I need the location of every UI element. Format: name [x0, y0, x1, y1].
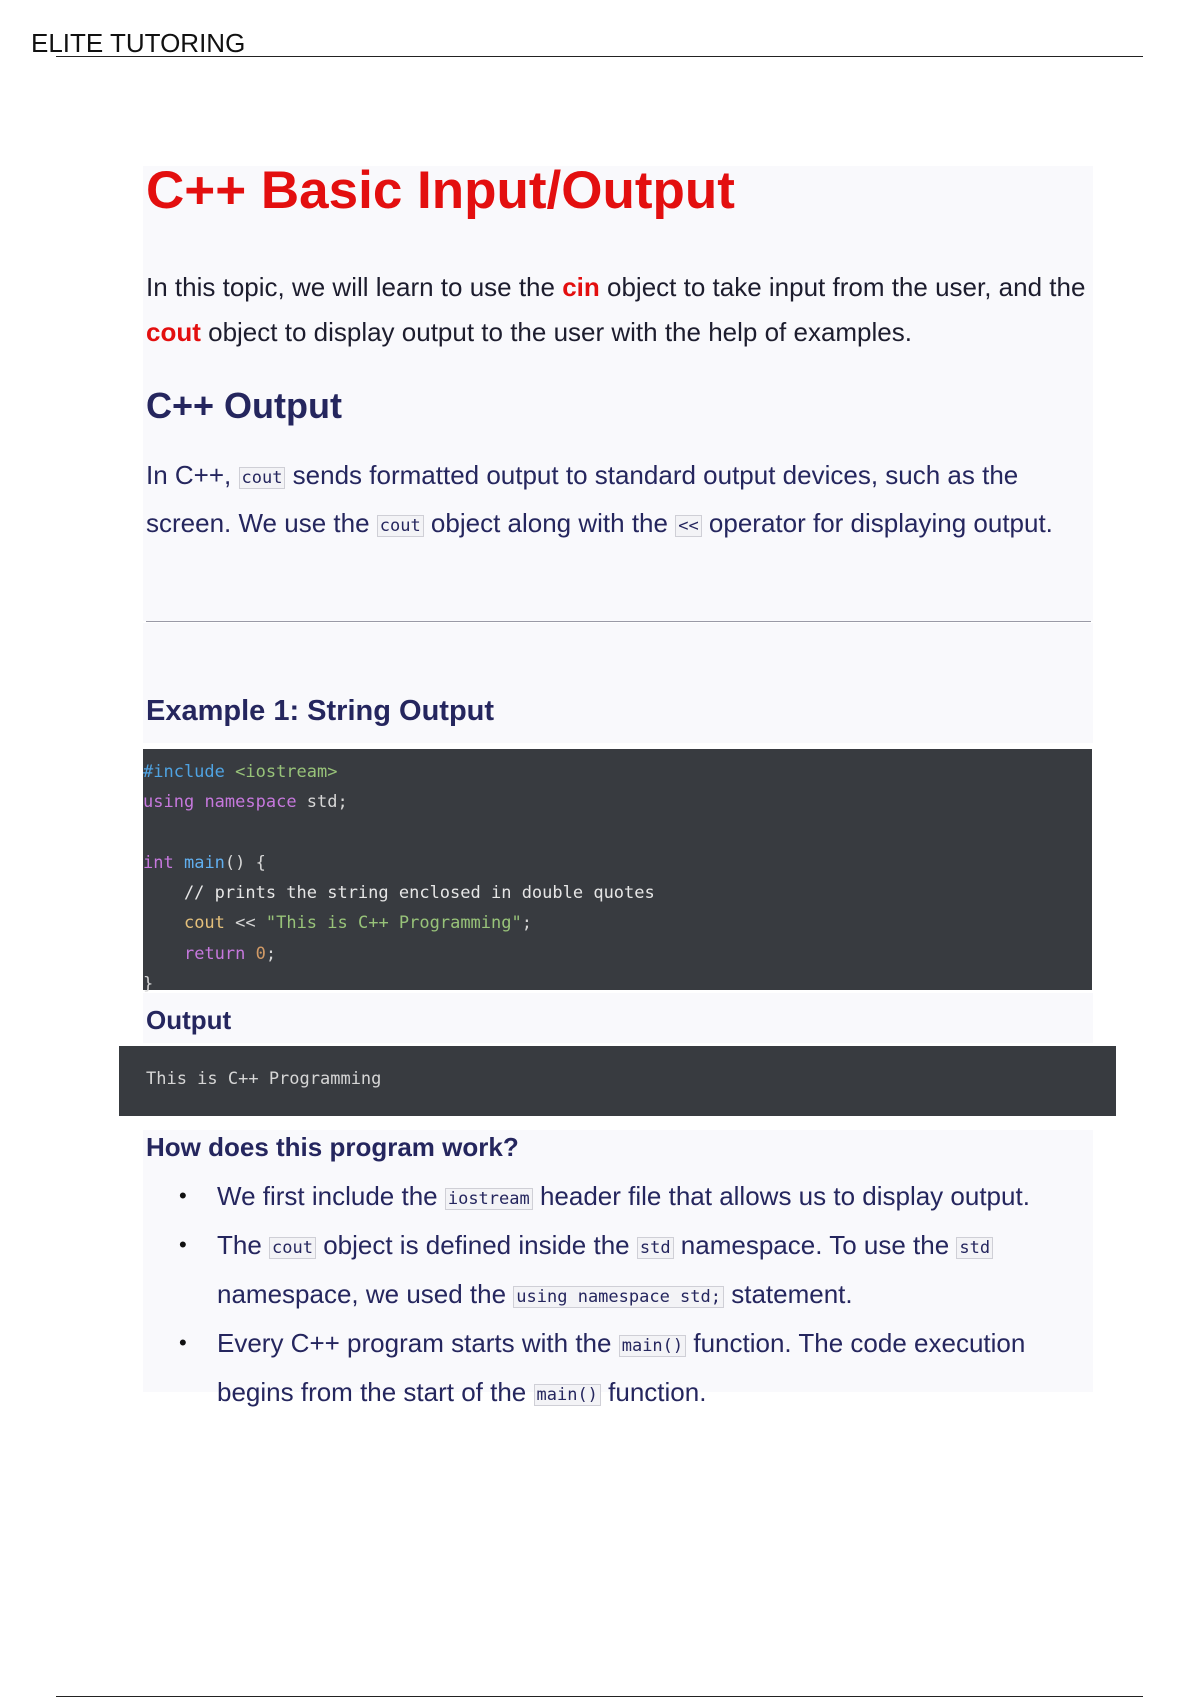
header-rule [56, 56, 1143, 57]
code-line: int main() { [143, 852, 266, 873]
inline-code: main() [534, 1384, 601, 1406]
inline-code: std [637, 1237, 674, 1259]
cin-keyword: cin [562, 272, 600, 302]
section-heading-output: C++ Output [146, 385, 342, 426]
output-label: Output [146, 1005, 232, 1035]
code-line: return 0; [183, 943, 277, 964]
section-divider [146, 621, 1091, 622]
inline-code: cout [377, 515, 424, 537]
brand-name: ELITE TUTORING [31, 28, 246, 58]
code-line: } [143, 974, 154, 995]
list-item: • The cout object is defined inside the std namespace. To use the std namespace, we used the using namespace std; statement. [175, 1222, 1095, 1320]
program-output: This is C++ Programming [119, 1046, 1116, 1116]
footer-rule [56, 1696, 1143, 1697]
code-block [143, 749, 1092, 995]
explanation-heading: How does this program work? [146, 1132, 519, 1162]
inline-code: iostream [445, 1188, 533, 1210]
explanation-list [175, 1173, 1095, 1418]
code-line: using namespace std; [143, 792, 348, 813]
inline-code: << [675, 515, 701, 537]
output-paragraph: In C++, cout sends formatted output to standard output devices, such as the screen. We use the cout object along with the << operator for displaying output. [146, 460, 1053, 538]
intro-paragraph: In this topic, we will learn to use the cin object to take input from the user, and the cout object to display output to the user with the help of examples. [146, 272, 1086, 347]
inline-code: cout [239, 467, 286, 489]
list-item: • We first include the iostream header file that allows us to display output. [175, 1173, 1095, 1222]
inline-code: using namespace std; [513, 1286, 724, 1308]
list-item: • Every C++ program starts with the main() function. The code execution begins from the start of the main() function. [175, 1320, 1095, 1418]
page-title: C++ Basic Input/Output [146, 161, 735, 220]
code-line: #include <iostream> [143, 762, 338, 782]
cout-keyword: cout [146, 317, 201, 347]
article-panel-output [143, 993, 1093, 1043]
code-line [143, 818, 1092, 848]
inline-code: cout [269, 1237, 316, 1259]
example-heading: Example 1: String Output [146, 695, 495, 727]
inline-code: std [956, 1237, 993, 1259]
code-line: // prints the string enclosed in double quotes [143, 883, 655, 904]
inline-code: main() [619, 1335, 686, 1357]
code-line: cout << "This is C++ Programming"; [183, 913, 532, 934]
